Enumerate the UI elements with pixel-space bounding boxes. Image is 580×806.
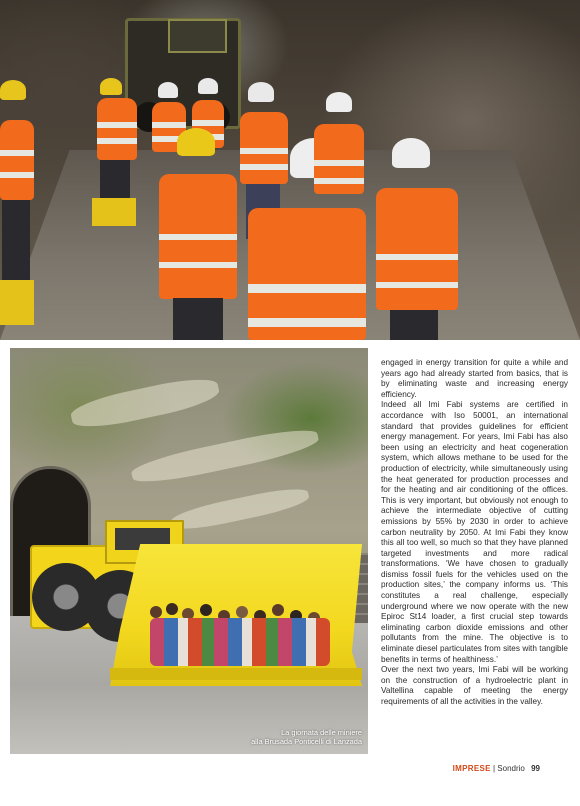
visitor-figure [155, 128, 240, 340]
bucket-lip [110, 668, 362, 680]
article-paragraph-3: Over the next two years, Imi Fabi will be working on the construction of a hydroelectric plant in Valtellina capable of meeting the energy requirements of all the activities in the valley. [381, 665, 568, 706]
caption-line-1: La giornata delle miniere [281, 728, 362, 737]
quarry-loader-photo [10, 348, 368, 754]
article-paragraph-1: engaged in energy transition for quite a while and years ago had already started from basics, that is by eliminating waste and increasing energy efficiency. [381, 358, 568, 399]
visitor-figure [0, 80, 45, 330]
article-text-column [381, 358, 568, 708]
visitor-figure [92, 78, 142, 228]
page-folio [453, 764, 540, 773]
visitor-figure [310, 92, 368, 212]
caption-line-2: alla Brusada Ponticelli di Lanzada [251, 737, 362, 746]
folio-location: Sondrio [497, 764, 525, 773]
page-number: 99 [531, 764, 540, 773]
photo-caption [251, 728, 362, 746]
section-name: IMPRESE [452, 764, 491, 773]
visitor-figure [372, 138, 464, 340]
article-paragraph-2: Indeed all Imi Fabi systems are certified in accordance with Iso 50001, an international standard that provides guidelines for efficient energy management. For years, Imi Fabi has also been using an electricity and heat cogeneration system, which allows methane to be used for the production of electricity, while simultaneously using the heat generated for production processes and for the heating and air conditioning of the offices. This is very important, but obviously not enough to achieve the intermediate objective of cutting emissions by 55% by 2030 in order to achieve carbon neutrality by 2050. At Imi Fabi they know this all too well, so much so that they have planned targeted investments and more radical transformations. ‘We have chosen to gradually dismiss fossil fuels for the vehicles used on the production sites,’ the company informs us. ‘This constitutes a real challenge, especially underground where we now operate with the new Epiroc St14 loader, a first crucial step towards eliminating carbon dioxide emissions and other pollutants from the mine. The objective is to eliminate diesel particulates from sites with tangible benefits in terms of healthiness.’ [381, 400, 568, 664]
folio-separator: | [492, 764, 496, 773]
mine-tunnel-photo [0, 0, 580, 340]
